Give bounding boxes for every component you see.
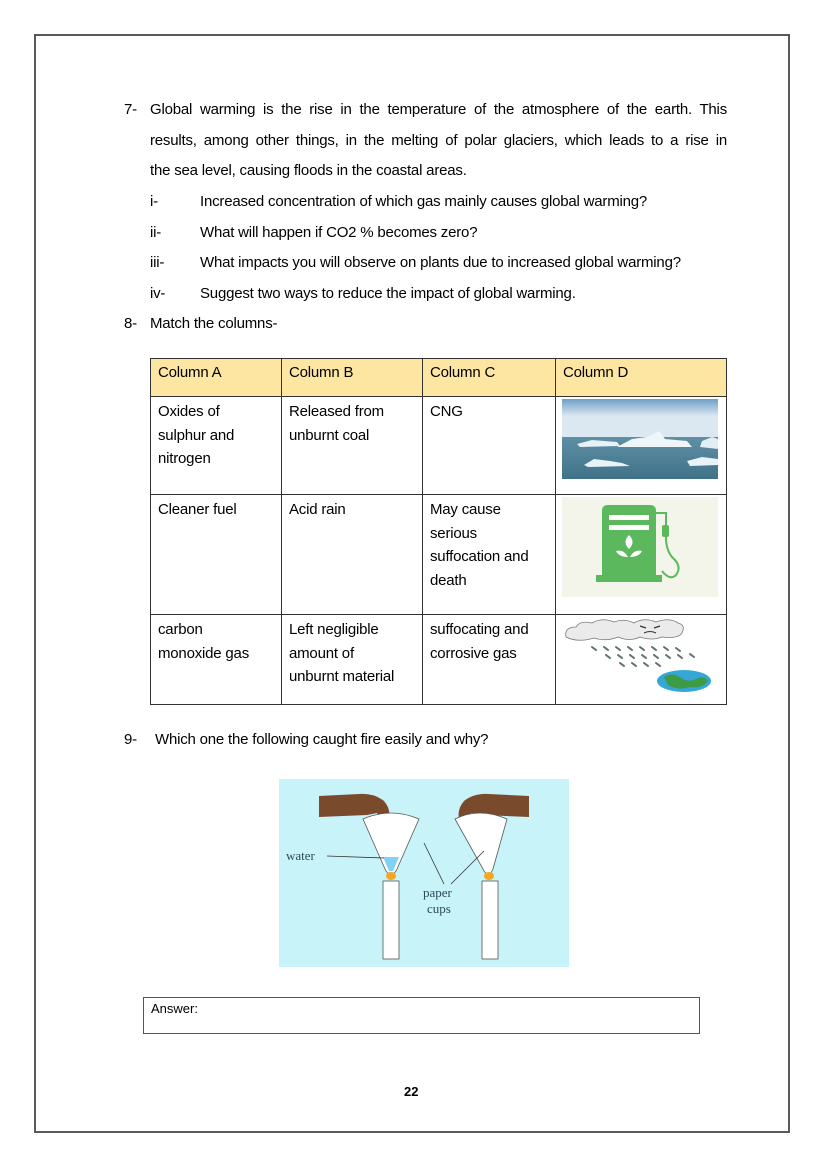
cell-line: unburnt material xyxy=(289,668,395,685)
cell-line: monoxide gas xyxy=(158,644,249,662)
water-label: water xyxy=(286,848,315,863)
cell-line: Acid rain xyxy=(289,501,346,518)
cups-label: cups xyxy=(427,901,451,916)
row3-column-d xyxy=(556,615,727,705)
cell-line: unburnt coal xyxy=(289,426,370,444)
table-row xyxy=(151,397,727,495)
cell-line: suffocating and xyxy=(430,621,529,638)
cell-line: amount of xyxy=(289,644,354,662)
question-8-number: 8- xyxy=(124,315,137,332)
header-column-c: Column C xyxy=(423,359,556,397)
question-7-line-3: the sea level, causing floods in the coastal areas. xyxy=(150,162,467,179)
acid-rain-cloud-earth-image xyxy=(562,617,718,697)
row1-column-d xyxy=(556,397,727,495)
row3-column-c xyxy=(423,615,556,705)
header-column-b: Column B xyxy=(282,359,423,397)
header-column-d: Column D xyxy=(556,359,727,397)
question-7-number: 7- xyxy=(124,101,137,118)
row2-column-a xyxy=(151,495,282,615)
cell-line: May cause xyxy=(430,501,501,518)
answer-label: Answer: xyxy=(151,1001,198,1016)
row2-column-c xyxy=(423,495,556,615)
question-8-text: Match the columns- xyxy=(150,315,278,332)
cell-line: serious xyxy=(430,524,477,542)
cell-line: carbon xyxy=(158,621,203,638)
left-candle xyxy=(383,881,399,959)
table-row xyxy=(151,615,727,705)
cell-line: suffocation and xyxy=(430,548,529,565)
cell-line: Cleaner fuel xyxy=(158,501,237,518)
cell-line: nitrogen xyxy=(158,450,211,467)
question-7-line-1: Global warming is the rise in the temperature of the atmosphere of the earth. This xyxy=(150,101,727,118)
paper-label: paper xyxy=(423,885,452,900)
right-candle xyxy=(482,881,498,959)
cell-line: Oxides of xyxy=(158,403,220,420)
row1-column-c xyxy=(423,397,556,495)
melting-icebergs-image xyxy=(562,399,718,479)
question-7-sub-i-text: Increased concentration of which gas mainly causes global warming? xyxy=(200,193,648,210)
row1-column-b xyxy=(282,397,423,495)
question-9-number: 9- xyxy=(124,731,137,748)
right-flame-icon xyxy=(484,872,494,880)
row3-column-a xyxy=(151,615,282,705)
paper-cup-experiment-figure xyxy=(279,779,569,967)
cell-line: sulphur and xyxy=(158,426,235,444)
question-9-text: Which one the following caught fire easily and why? xyxy=(155,731,489,748)
question-7-line-2: results, among other things, in the melting of polar glaciers, which leads to a rise in xyxy=(150,132,727,149)
question-7-sub-iii-number: iii- xyxy=(150,254,165,271)
question-7-sub-iii-text: What impacts you will observe on plants due to increased global warming? xyxy=(200,254,681,271)
answer-box[interactable] xyxy=(143,997,700,1034)
cell-line: Released from xyxy=(289,403,384,420)
question-7-sub-ii-text: What will happen if CO2 % becomes zero? xyxy=(200,224,478,241)
table-row xyxy=(151,495,727,615)
row2-column-d xyxy=(556,495,727,615)
left-flame-icon xyxy=(386,872,396,880)
question-7-sub-iv-number: iv- xyxy=(150,285,166,302)
page-number: 22 xyxy=(404,1084,419,1099)
header-column-a: Column A xyxy=(151,359,282,397)
cell-line: CNG xyxy=(430,403,463,420)
cell-line: Left negligible xyxy=(289,621,379,638)
question-7-sub-iv-text: Suggest two ways to reduce the impact of global warming. xyxy=(200,285,576,302)
cell-line: corrosive gas xyxy=(430,644,517,662)
cell-line: death xyxy=(430,571,467,589)
match-columns-table xyxy=(150,358,727,705)
green-fuel-pump-image xyxy=(562,497,718,597)
table-header-row xyxy=(151,359,727,397)
row3-column-b xyxy=(282,615,423,705)
question-7-sub-ii-number: ii- xyxy=(150,224,162,241)
row2-column-b xyxy=(282,495,423,615)
question-7-sub-i-number: i- xyxy=(150,193,158,210)
row1-column-a xyxy=(151,397,282,495)
